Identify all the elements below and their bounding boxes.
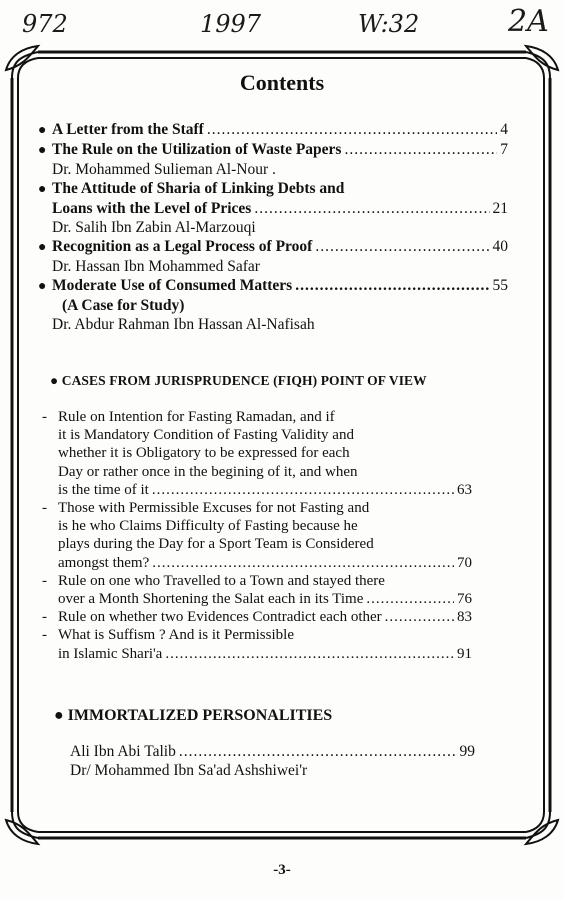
bullet-icon: ● <box>38 143 47 158</box>
fiqh-line: plays during the Day for a Sport Team is Considered <box>58 536 374 553</box>
fiqh-line: in Islamic Shari'a ..... 91 <box>42 645 472 663</box>
fiqh-entry: - Those with Permissible Excuses for not Fasting and <box>42 500 370 517</box>
bullet-icon: ● <box>50 373 62 388</box>
toc-entry: ● The Rule on the Utilization of Waste Papers ..... 7 <box>38 140 508 160</box>
fiqh-line: over a Month Shortening the Salat each in its Time ..... 76 <box>42 590 472 608</box>
author: Dr. Mohammed Sulieman Al-Nour . <box>52 161 276 178</box>
fiqh-line: whether it is Obligatory to be expressed for each <box>58 445 350 462</box>
bullet-icon: ● <box>38 182 47 197</box>
author: Dr. Abdur Rahman Ibn Hassan Al-Nafisah <box>52 316 315 333</box>
bullet-icon: ● <box>54 707 68 724</box>
fiqh-entry: - What is Suffism ? And is it Permissible <box>42 627 294 644</box>
fiqh-entry: - Rule on whether two Evidences Contradict each other ..... 83 <box>42 608 472 626</box>
fiqh-line: amongst them? ..... 70 <box>42 554 472 572</box>
fiqh-line: is he who Claims Difficulty of Fasting because he <box>58 518 358 535</box>
fiqh-entry: - Rule on one who Travelled to a Town and stayed there <box>42 572 385 589</box>
bullet-icon: ● <box>38 279 47 294</box>
fiqh-entry: - Rule on Intention for Fasting Ramadan, and if <box>42 409 335 425</box>
toc-entry: ● A Letter from the Staff ..... 4 <box>38 120 508 140</box>
handwritten-issue: W:32 <box>358 10 420 38</box>
author: Dr. Hassan Ibn Mohammed Safar <box>52 258 260 275</box>
handwritten-mark: 2A <box>508 4 549 39</box>
fiqh-list <box>42 408 472 663</box>
fiqh-line: is the time of it ..... 63 <box>42 481 472 499</box>
handwritten-year: 1997 <box>200 10 262 38</box>
author: Dr. Salih Ibn Zabin Al-Marzouqi <box>52 219 256 236</box>
bullet-icon: ● <box>38 123 47 138</box>
fiqh-line: Day or rather once in the begining of it, and when <box>58 463 358 480</box>
fiqh-heading: ● CASES FROM JURISPRUDENCE (FIQH) POINT OF VIEW <box>50 373 427 388</box>
author: Dr/ Mohammed Ibn Sa'ad Ashshiwei'r <box>70 762 308 779</box>
toc-entry: ● Recognition as a Legal Process of Proof ..... 40 <box>38 237 508 257</box>
toc-entry-cont: Loans with the Level of Prices ..... 21 <box>38 199 508 218</box>
fiqh-line: it is Mandatory Condition of Fasting Validity and <box>58 427 354 444</box>
page-title: Contents <box>239 70 325 95</box>
handwritten-number-1: 972 <box>22 10 68 38</box>
page-number: -3- <box>273 862 291 878</box>
toc-entry: ● Moderate Use of Consumed Matters ..... 55 <box>38 276 508 296</box>
articles-list <box>38 120 508 334</box>
personalities-heading: ● IMMORTALIZED PERSONALITIES <box>54 707 333 724</box>
subtitle: (A Case for Study) <box>62 297 185 314</box>
toc-entry: ● The Attitude of Sharia of Linking Debts and <box>38 180 345 197</box>
personality-entry: Ali Ibn Abi Talib ..... 99 <box>70 742 475 761</box>
bullet-icon: ● <box>38 240 47 255</box>
personalities-list <box>70 742 475 780</box>
